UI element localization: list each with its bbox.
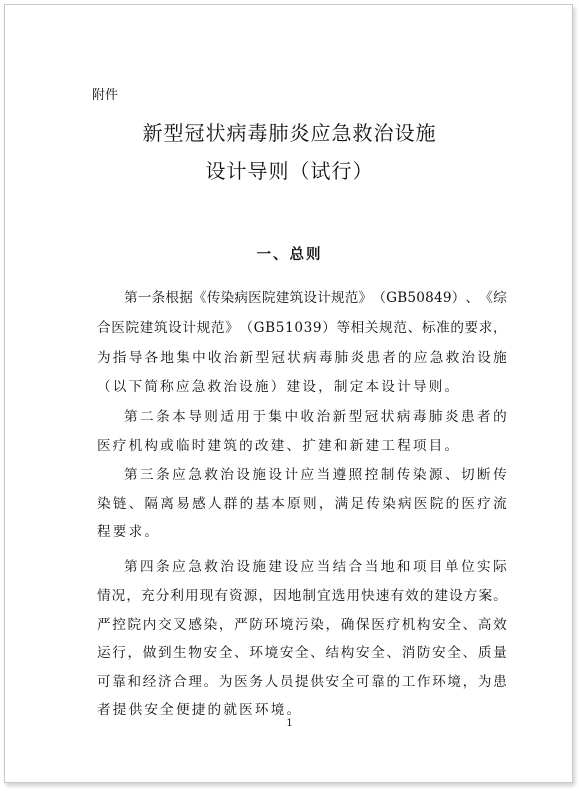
paragraph-line: （以下简称应急救治设施）建设，制定本设计导则。	[97, 379, 461, 395]
paragraph-line: 者提供安全便捷的就医环境。	[97, 702, 303, 718]
page-number: 1	[286, 718, 293, 729]
paragraph-line: 第 四 条 应 急 救 治 设 施 建 设 应 当 结 合 当 地 和 项 目 单 位 实 际	[124, 559, 507, 575]
paragraph-line: 第 三 条 应 急 救 治 设 施 设 计 应 当 遵 照 控 制 传 染 源 、 切 断 传	[124, 467, 507, 483]
document-subtitle: 设计导则（试行）	[205, 159, 374, 183]
paragraph-line: 第 一 条 根 据 《 传 染 病 医 院 建 筑 设 计 规 范 》 （ G B 5 0 8 4 9 ） 、 《 综	[124, 290, 507, 306]
paragraph-line: 运 行 ， 做 到 生 物 安 全 、 环 境 安 全 、 结 构 安 全 、 消 防 安 全 、 质 量	[97, 645, 507, 661]
paragraph-line: 严 控 院 内 交 叉 感 染 ， 严 防 环 境 污 染 ， 确 保 医 疗 机 构 安 全 、 高 效	[97, 617, 507, 633]
document-title: 新型冠状病毒肺炎应急救治设施	[142, 121, 437, 145]
paragraph-line: 为 指 导 各 地 集 中 收 治 新 型 冠 状 病 毒 肺 炎 患 者 的 应 急 救 治 设 施	[97, 350, 507, 366]
paragraph-line: 程要求。	[97, 524, 161, 540]
paragraph-line: 医疗机构或临时建筑的改建、扩建和新建工程项目。	[97, 438, 461, 454]
paragraph-line: 情 况 ， 充 分 利 用 现 有 资 源 ， 因 地 制 宜 选 用 快 速 有 效 的 建 设 方 案 。	[97, 588, 507, 604]
attachment-label: 附件	[92, 88, 119, 103]
paragraph-line: 染 链 、 隔 离 易 感 人 群 的 基 本 原 则 ， 满 足 传 染 病 医 院 的 医 疗 流	[97, 496, 507, 512]
paragraph-line: 可 靠 和 经 济 合 理 。 为 医 务 人 员 提 供 安 全 可 靠 的 工 作 环 境 ， 为 患	[97, 674, 507, 690]
paragraph-line: 合 医 院 建 筑 设 计 规 范 》 （ G B 5 1 0 3 9 ） 等 相 关 规 范 、 标 准 的 要 求 ，	[97, 320, 507, 336]
document-page	[4, 4, 573, 783]
paragraph-line: 第 二 条 本 导 则 适 用 于 集 中 收 治 新 型 冠 状 病 毒 肺 炎 患 者 的	[124, 409, 507, 425]
section-heading: 一、总则	[256, 247, 323, 263]
